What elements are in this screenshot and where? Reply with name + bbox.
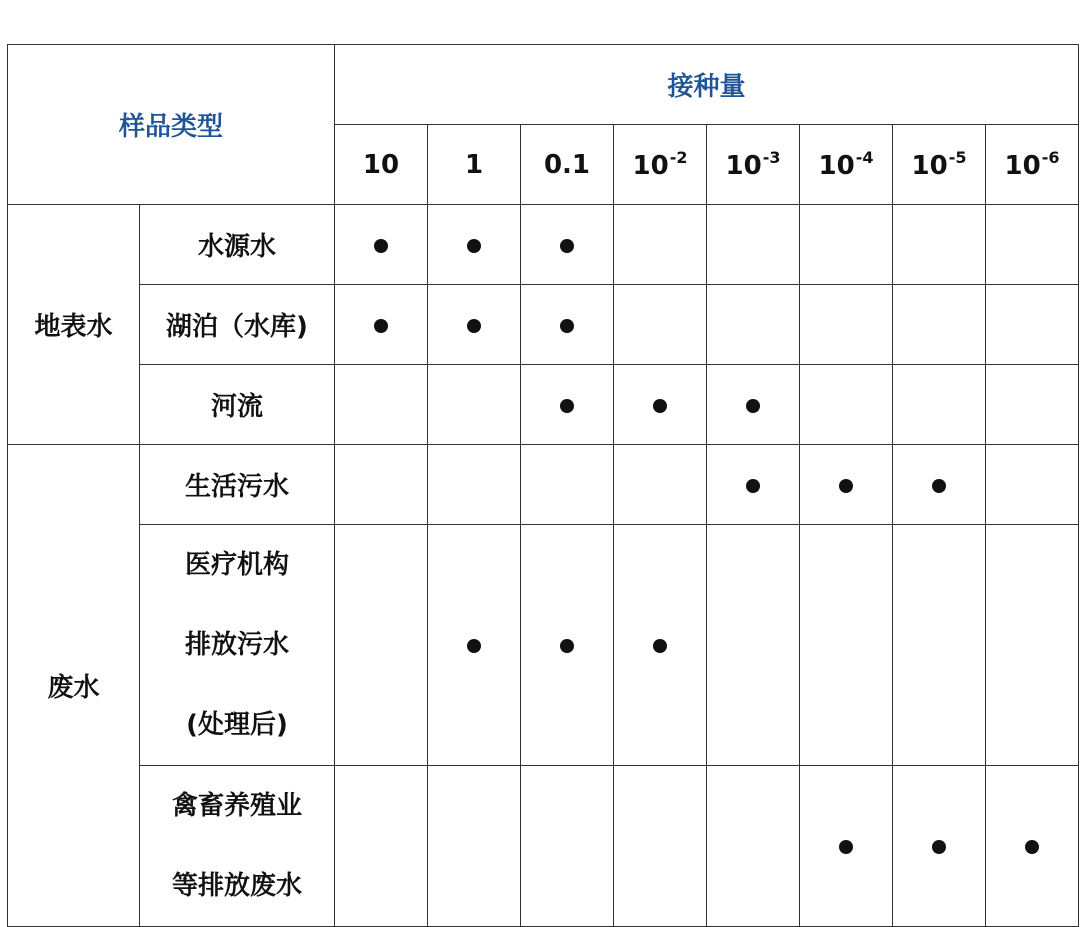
mark-cell	[521, 766, 614, 927]
dot-marker	[560, 639, 574, 653]
mark-cell	[893, 445, 986, 525]
mark-cell	[893, 205, 986, 285]
mark-cell	[428, 445, 521, 525]
group-label: 废水	[8, 445, 140, 927]
inoculum-level-header	[614, 125, 707, 205]
level-base: 0.1	[543, 149, 591, 180]
mark-cell	[521, 445, 614, 525]
level-base: 10	[632, 151, 669, 181]
level-base: 10	[911, 151, 948, 181]
table-row	[8, 445, 1079, 525]
mark-cell	[800, 445, 893, 525]
dot-marker	[560, 319, 574, 333]
dot-marker	[467, 639, 481, 653]
sample-name	[140, 525, 335, 766]
level-base: 10	[725, 151, 762, 181]
sample-type-header: 样品类型	[8, 45, 335, 205]
table-row	[8, 766, 1079, 927]
dot-marker	[839, 840, 853, 854]
dot-marker	[374, 319, 388, 333]
dot-marker	[746, 399, 760, 413]
level-exponent: -3	[762, 148, 781, 167]
dot-marker	[653, 639, 667, 653]
sample-name-line: 等排放废水	[171, 871, 302, 901]
dot-marker	[746, 479, 760, 493]
mark-cell	[893, 365, 986, 445]
sample-name: 水源水	[140, 205, 335, 285]
inoculum-table	[7, 44, 1079, 927]
inoculum-level-header	[893, 125, 986, 205]
inoculum-level-header	[707, 125, 800, 205]
mark-cell	[614, 445, 707, 525]
level-exponent: -6	[1041, 148, 1060, 167]
mark-cell	[986, 525, 1079, 766]
mark-cell	[521, 205, 614, 285]
mark-cell	[707, 525, 800, 766]
mark-cell	[800, 285, 893, 365]
mark-cell	[335, 205, 428, 285]
sample-name: 生活污水	[140, 445, 335, 525]
dot-marker	[932, 840, 946, 854]
dot-marker	[467, 239, 481, 253]
table-row	[8, 285, 1079, 365]
mark-cell	[614, 205, 707, 285]
level-base: 10	[818, 151, 855, 181]
mark-cell	[428, 205, 521, 285]
group-label: 地表水	[8, 205, 140, 445]
inoculum-level-header	[800, 125, 893, 205]
inoculum-level-header	[521, 125, 614, 205]
table-row	[8, 205, 1079, 285]
mark-cell	[800, 766, 893, 927]
level-exponent: -5	[948, 148, 967, 167]
sample-name	[140, 766, 335, 927]
mark-cell	[986, 285, 1079, 365]
mark-cell	[800, 525, 893, 766]
mark-cell	[428, 285, 521, 365]
mark-cell	[335, 365, 428, 445]
mark-cell	[800, 205, 893, 285]
inoculum-level-header	[428, 125, 521, 205]
table-row	[8, 365, 1079, 445]
level-base: 10	[362, 149, 400, 180]
dot-marker	[560, 239, 574, 253]
mark-cell	[335, 766, 428, 927]
mark-cell	[428, 766, 521, 927]
mark-cell	[428, 525, 521, 766]
mark-cell	[986, 205, 1079, 285]
level-exponent: -2	[669, 148, 688, 167]
mark-cell	[335, 525, 428, 766]
mark-cell	[614, 766, 707, 927]
mark-cell	[986, 766, 1079, 927]
mark-cell	[707, 365, 800, 445]
mark-cell	[428, 365, 521, 445]
inoculum-level-header	[986, 125, 1079, 205]
dot-marker	[839, 479, 853, 493]
mark-cell	[521, 525, 614, 766]
mark-cell	[614, 365, 707, 445]
level-base: 1	[464, 149, 484, 180]
mark-cell	[614, 525, 707, 766]
table-row	[8, 525, 1079, 766]
sample-name: 湖泊（水库)	[140, 285, 335, 365]
dot-marker	[1025, 840, 1039, 854]
inoculum-header: 接种量	[335, 45, 1079, 125]
inoculum-level-header	[335, 125, 428, 205]
dot-marker	[560, 399, 574, 413]
mark-cell	[893, 766, 986, 927]
mark-cell	[521, 285, 614, 365]
mark-cell	[335, 445, 428, 525]
mark-cell	[893, 525, 986, 766]
mark-cell	[800, 365, 893, 445]
dot-marker	[653, 399, 667, 413]
level-base: 10	[1004, 151, 1041, 181]
mark-cell	[614, 285, 707, 365]
mark-cell	[707, 285, 800, 365]
dot-marker	[374, 239, 388, 253]
mark-cell	[335, 285, 428, 365]
sample-name: 河流	[140, 365, 335, 445]
mark-cell	[521, 365, 614, 445]
dot-marker	[467, 319, 481, 333]
sample-name-line: 排放污水	[184, 630, 289, 660]
mark-cell	[986, 365, 1079, 445]
mark-cell	[893, 285, 986, 365]
mark-cell	[707, 445, 800, 525]
mark-cell	[707, 205, 800, 285]
sample-name-line: 医疗机构	[184, 550, 289, 580]
dot-marker	[932, 479, 946, 493]
header-row	[8, 45, 1079, 125]
sample-name-line: 禽畜养殖业	[171, 791, 302, 821]
mark-cell	[986, 445, 1079, 525]
sample-name-line: (处理后)	[186, 710, 288, 740]
mark-cell	[707, 766, 800, 927]
level-exponent: -4	[855, 148, 874, 167]
